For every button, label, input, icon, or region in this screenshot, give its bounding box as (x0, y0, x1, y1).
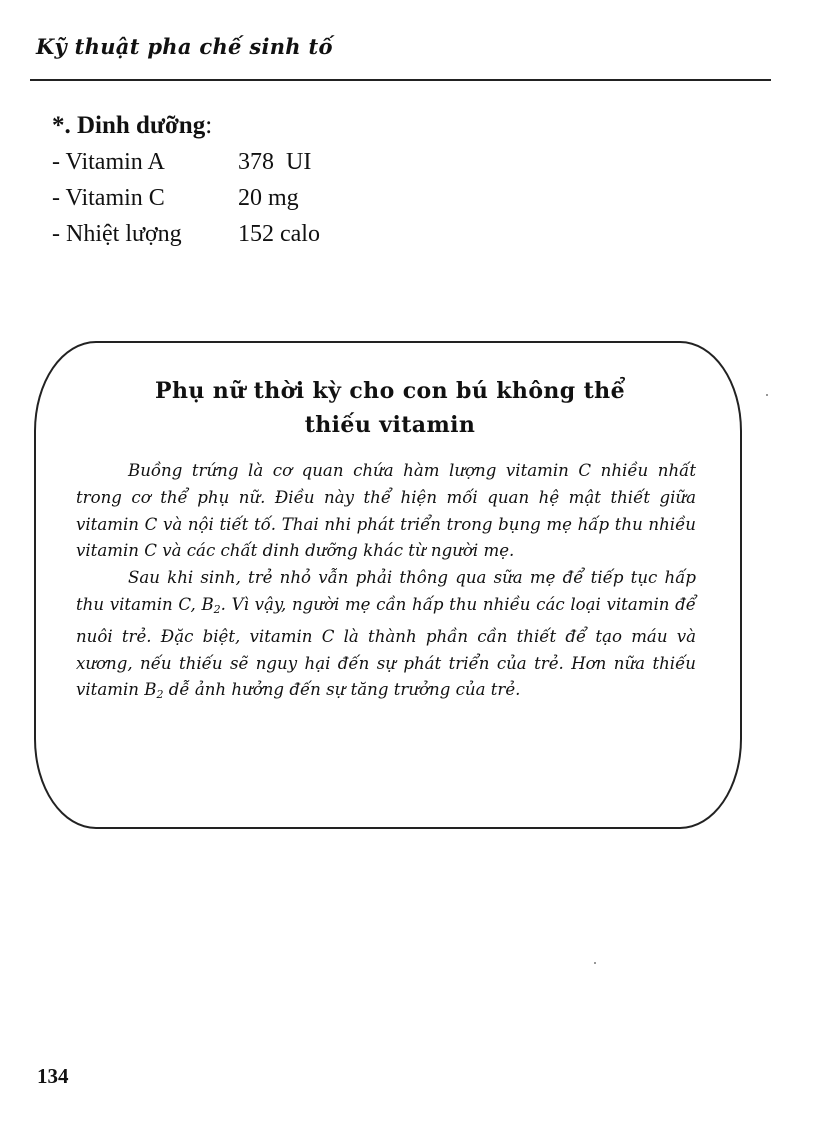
nutrition-item-value: 152 calo (238, 221, 320, 247)
running-head: Kỹ thuật pha chế sinh tố (36, 34, 333, 59)
nutrition-item-vitamin-a (52, 144, 320, 180)
b2-subscript: 2 (156, 688, 164, 702)
nutrition-section (52, 108, 320, 252)
nutrition-item-vitamin-c (52, 180, 320, 216)
callout-title (40, 374, 740, 442)
paragraph-2-text-a: Sau khi sinh, trẻ nhỏ vẫn phải thông qua sữa mẹ để tiếp tục hấp thu vitamin C, B (76, 568, 696, 614)
callout-paragraph-1: Buồng trứng là cơ quan chứa hàm lượng vitamin C nhiều nhất trong cơ thể phụ nữ. Điều này thể hiện mối quan hệ mật thiết giữa vitamin C và nội tiết tố. Thai nhi phát triển trong bụng mẹ hấp thu nhiều vitamin C và các chất dinh dưỡng khác từ người mẹ. (76, 461, 696, 561)
nutrition-heading-label: *. Dinh dưỡng (52, 112, 206, 139)
nutrition-item-name: - Vitamin C (52, 185, 165, 211)
paragraph-2-text-c: dễ ảnh hưởng đến sự tăng trưởng của trẻ. (163, 680, 521, 700)
nutrition-item-value: 378 UI (238, 149, 312, 175)
callout-body (76, 458, 696, 709)
callout-title-line-1: Phụ nữ thời kỳ cho con bú không thể (155, 378, 625, 404)
nutrition-item-name: - Vitamin A (52, 149, 165, 175)
nutrition-heading-colon: : (205, 112, 213, 139)
nutrition-item-name: - Nhiệt lượng (52, 221, 182, 247)
paragraph-2-text-b: . Vì vậy, người mẹ cần hấp thu nhiều các loại vitamin để nuôi trẻ. Đặc biệt, vitamin C là thành phần cần thiết để tạo máu và xương, nếu thiếu sẽ nguy hại đến sự phát triển của trẻ. Hơn nữa thiếu vitamin B (76, 594, 696, 700)
b2-subscript: 2 (213, 602, 221, 616)
callout-paragraph-2 (76, 565, 696, 709)
scan-speck (766, 394, 768, 396)
nutrition-item-calories (52, 216, 320, 252)
header-rule (30, 79, 771, 81)
callout-title-line-2: thiếu vitamin (304, 412, 476, 438)
nutrition-heading (52, 108, 320, 144)
page-number: 134 (37, 1064, 69, 1088)
scan-speck (594, 962, 596, 964)
nutrition-item-value: 20 mg (238, 185, 299, 211)
